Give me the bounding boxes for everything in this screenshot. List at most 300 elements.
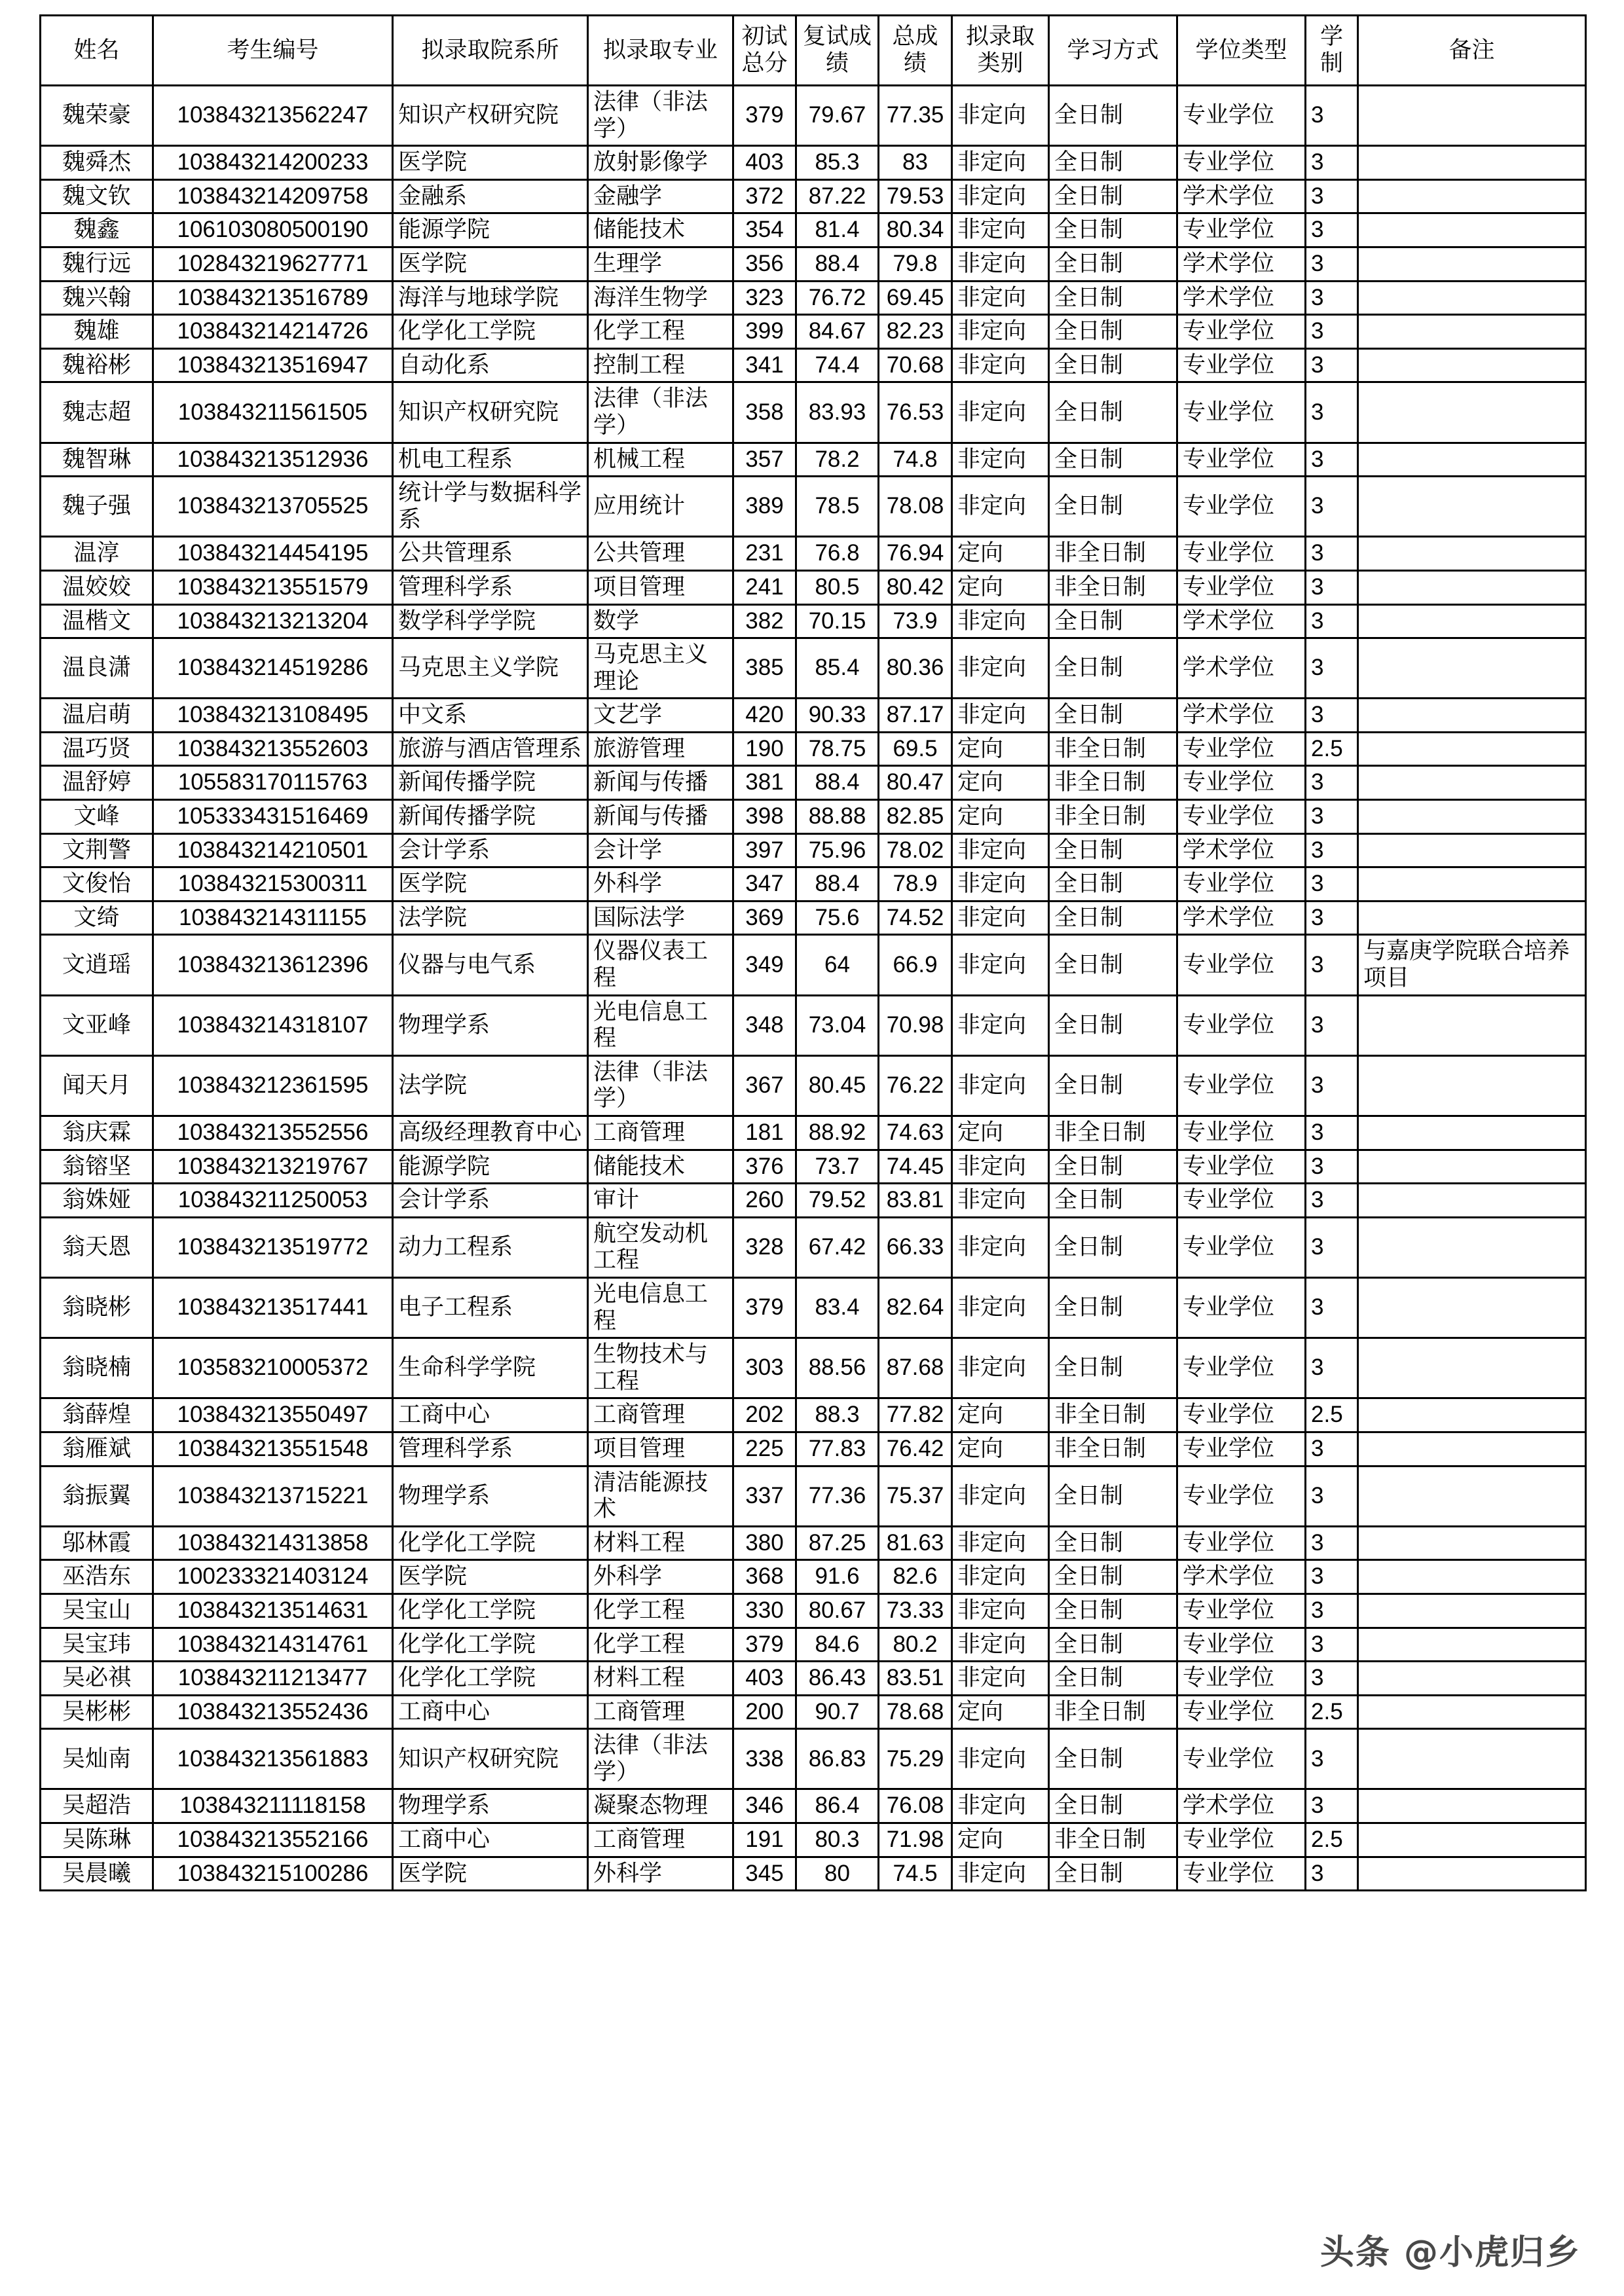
cell-years: 2.5 xyxy=(1306,732,1358,766)
cell-mode: 全日制 xyxy=(1049,477,1177,537)
cell-dept: 中文系 xyxy=(393,699,588,733)
cell-mode: 非全日制 xyxy=(1049,1116,1177,1150)
cell-dept: 物理学系 xyxy=(393,1789,588,1823)
cell-years: 3 xyxy=(1306,995,1358,1055)
cell-dept: 化学化工学院 xyxy=(393,1628,588,1662)
cell-category: 非定向 xyxy=(952,1594,1049,1628)
cell-first: 337 xyxy=(733,1466,796,1526)
cell-first: 323 xyxy=(733,281,796,315)
cell-name: 翁薛煌 xyxy=(41,1398,153,1432)
table-row xyxy=(41,901,1586,935)
cell-mode: 全日制 xyxy=(1049,1526,1177,1560)
cell-dept: 化学化工学院 xyxy=(393,1662,588,1696)
cell-category: 非定向 xyxy=(952,1789,1049,1823)
cell-retest: 74.4 xyxy=(796,348,879,382)
table-row xyxy=(41,1432,1586,1466)
cell-major: 数学 xyxy=(588,604,733,638)
cell-name: 翁镕坚 xyxy=(41,1150,153,1184)
cell-total: 70.98 xyxy=(879,995,952,1055)
cell-category: 非定向 xyxy=(952,901,1049,935)
cell-remark xyxy=(1358,1217,1586,1277)
cell-remark xyxy=(1358,1628,1586,1662)
table-row xyxy=(41,382,1586,443)
cell-major: 工商管理 xyxy=(588,1823,733,1857)
cell-id: 103843213705525 xyxy=(153,477,393,537)
cell-name: 文荆警 xyxy=(41,833,153,867)
cell-remark xyxy=(1358,995,1586,1055)
cell-years: 3 xyxy=(1306,1466,1358,1526)
cell-major: 控制工程 xyxy=(588,348,733,382)
cell-name: 吴必祺 xyxy=(41,1662,153,1696)
cell-degree: 专业学位 xyxy=(1177,86,1306,146)
cell-mode: 全日制 xyxy=(1049,833,1177,867)
cell-degree: 学术学位 xyxy=(1177,901,1306,935)
cell-years: 2.5 xyxy=(1306,1695,1358,1729)
table-row xyxy=(41,1662,1586,1696)
cell-id: 103843213519772 xyxy=(153,1217,393,1277)
column-header-retest: 复试成绩 xyxy=(796,16,879,86)
cell-retest: 84.6 xyxy=(796,1628,879,1662)
cell-id: 103843213514631 xyxy=(153,1594,393,1628)
cell-retest: 79.67 xyxy=(796,86,879,146)
cell-id: 103843213552166 xyxy=(153,1823,393,1857)
cell-years: 2.5 xyxy=(1306,1398,1358,1432)
cell-total: 76.08 xyxy=(879,1789,952,1823)
column-header-first: 初试总分 xyxy=(733,16,796,86)
cell-mode: 全日制 xyxy=(1049,1560,1177,1594)
cell-name: 温淳 xyxy=(41,537,153,571)
cell-years: 3 xyxy=(1306,281,1358,315)
cell-total: 78.08 xyxy=(879,477,952,537)
cell-major: 光电信息工程 xyxy=(588,1277,733,1338)
cell-years: 3 xyxy=(1306,348,1358,382)
cell-degree: 专业学位 xyxy=(1177,800,1306,834)
cell-id: 103843214519286 xyxy=(153,638,393,699)
cell-first: 379 xyxy=(733,86,796,146)
cell-dept: 医学院 xyxy=(393,247,588,281)
column-header-degree: 学位类型 xyxy=(1177,16,1306,86)
cell-remark xyxy=(1358,537,1586,571)
column-header-total: 总成绩 xyxy=(879,16,952,86)
cell-mode: 非全日制 xyxy=(1049,732,1177,766)
cell-degree: 专业学位 xyxy=(1177,348,1306,382)
cell-major: 法律（非法学） xyxy=(588,1055,733,1116)
column-header-name: 姓名 xyxy=(41,16,153,86)
table-row xyxy=(41,604,1586,638)
cell-total: 78.02 xyxy=(879,833,952,867)
cell-id: 103843211118158 xyxy=(153,1789,393,1823)
table-row xyxy=(41,1789,1586,1823)
table-row xyxy=(41,1594,1586,1628)
table-row xyxy=(41,477,1586,537)
cell-total: 75.37 xyxy=(879,1466,952,1526)
cell-degree: 专业学位 xyxy=(1177,995,1306,1055)
cell-retest: 91.6 xyxy=(796,1560,879,1594)
table-row xyxy=(41,315,1586,349)
cell-dept: 海洋与地球学院 xyxy=(393,281,588,315)
cell-remark xyxy=(1358,477,1586,537)
cell-name: 魏文钦 xyxy=(41,179,153,213)
cell-remark xyxy=(1358,867,1586,902)
cell-total: 76.42 xyxy=(879,1432,952,1466)
cell-dept: 工商中心 xyxy=(393,1398,588,1432)
cell-retest: 78.2 xyxy=(796,443,879,477)
cell-total: 74.45 xyxy=(879,1150,952,1184)
cell-mode: 全日制 xyxy=(1049,1055,1177,1116)
cell-years: 3 xyxy=(1306,833,1358,867)
table-row xyxy=(41,800,1586,834)
cell-mode: 全日制 xyxy=(1049,1729,1177,1789)
cell-total: 80.47 xyxy=(879,766,952,800)
cell-first: 356 xyxy=(733,247,796,281)
cell-first: 348 xyxy=(733,995,796,1055)
cell-name: 吴彬彬 xyxy=(41,1695,153,1729)
cell-name: 邬林霞 xyxy=(41,1526,153,1560)
cell-total: 80.2 xyxy=(879,1628,952,1662)
cell-degree: 专业学位 xyxy=(1177,1857,1306,1891)
cell-major: 航空发动机工程 xyxy=(588,1217,733,1277)
table-row xyxy=(41,1277,1586,1338)
cell-retest: 80 xyxy=(796,1857,879,1891)
cell-first: 330 xyxy=(733,1594,796,1628)
cell-retest: 88.4 xyxy=(796,867,879,902)
cell-id: 103843213552603 xyxy=(153,732,393,766)
cell-id: 106103080500190 xyxy=(153,213,393,247)
table-row xyxy=(41,1857,1586,1891)
cell-id: 103843211250053 xyxy=(153,1184,393,1218)
cell-total: 74.52 xyxy=(879,901,952,935)
cell-first: 398 xyxy=(733,800,796,834)
cell-category: 定向 xyxy=(952,766,1049,800)
cell-years: 3 xyxy=(1306,382,1358,443)
cell-mode: 全日制 xyxy=(1049,1594,1177,1628)
cell-remark xyxy=(1358,1857,1586,1891)
cell-total: 69.45 xyxy=(879,281,952,315)
cell-degree: 专业学位 xyxy=(1177,477,1306,537)
cell-remark xyxy=(1358,1277,1586,1338)
cell-retest: 88.88 xyxy=(796,800,879,834)
cell-first: 241 xyxy=(733,570,796,604)
cell-id: 103843213550497 xyxy=(153,1398,393,1432)
cell-total: 80.34 xyxy=(879,213,952,247)
cell-years: 3 xyxy=(1306,604,1358,638)
cell-major: 新闻与传播 xyxy=(588,766,733,800)
cell-major: 项目管理 xyxy=(588,570,733,604)
cell-major: 材料工程 xyxy=(588,1526,733,1560)
cell-dept: 化学化工学院 xyxy=(393,1594,588,1628)
table-row xyxy=(41,348,1586,382)
column-header-mode: 学习方式 xyxy=(1049,16,1177,86)
cell-dept: 动力工程系 xyxy=(393,1217,588,1277)
cell-category: 非定向 xyxy=(952,281,1049,315)
header-row xyxy=(41,16,1586,86)
cell-years: 3 xyxy=(1306,179,1358,213)
cell-years: 3 xyxy=(1306,867,1358,902)
cell-remark xyxy=(1358,901,1586,935)
cell-id: 103843211213477 xyxy=(153,1662,393,1696)
table-row xyxy=(41,732,1586,766)
cell-mode: 非全日制 xyxy=(1049,1823,1177,1857)
cell-major: 工商管理 xyxy=(588,1398,733,1432)
cell-retest: 80.67 xyxy=(796,1594,879,1628)
cell-mode: 全日制 xyxy=(1049,604,1177,638)
cell-category: 非定向 xyxy=(952,1729,1049,1789)
cell-mode: 全日制 xyxy=(1049,1150,1177,1184)
cell-total: 82.85 xyxy=(879,800,952,834)
cell-retest: 78.5 xyxy=(796,477,879,537)
table-row xyxy=(41,766,1586,800)
cell-mode: 非全日制 xyxy=(1049,800,1177,834)
cell-years: 3 xyxy=(1306,1432,1358,1466)
cell-id: 103843214209758 xyxy=(153,179,393,213)
cell-remark xyxy=(1358,179,1586,213)
cell-mode: 非全日制 xyxy=(1049,1695,1177,1729)
cell-id: 103843214210501 xyxy=(153,833,393,867)
cell-total: 66.9 xyxy=(879,935,952,995)
column-header-remark: 备注 xyxy=(1358,16,1586,86)
cell-major: 材料工程 xyxy=(588,1662,733,1696)
cell-major: 储能技术 xyxy=(588,213,733,247)
cell-remark xyxy=(1358,1526,1586,1560)
table-row xyxy=(41,1150,1586,1184)
cell-total: 87.17 xyxy=(879,699,952,733)
cell-major: 法律（非法学） xyxy=(588,1729,733,1789)
cell-dept: 金融系 xyxy=(393,179,588,213)
cell-first: 379 xyxy=(733,1628,796,1662)
cell-major: 清洁能源技术 xyxy=(588,1466,733,1526)
cell-category: 非定向 xyxy=(952,146,1049,180)
cell-name: 文绮 xyxy=(41,901,153,935)
cell-first: 260 xyxy=(733,1184,796,1218)
cell-category: 定向 xyxy=(952,1116,1049,1150)
cell-dept: 知识产权研究院 xyxy=(393,86,588,146)
cell-retest: 85.3 xyxy=(796,146,879,180)
cell-name: 文峰 xyxy=(41,800,153,834)
cell-major: 凝聚态物理 xyxy=(588,1789,733,1823)
cell-years: 3 xyxy=(1306,901,1358,935)
cell-major: 公共管理 xyxy=(588,537,733,571)
cell-name: 魏智琳 xyxy=(41,443,153,477)
cell-total: 74.5 xyxy=(879,1857,952,1891)
cell-mode: 全日制 xyxy=(1049,179,1177,213)
cell-first: 397 xyxy=(733,833,796,867)
cell-total: 79.8 xyxy=(879,247,952,281)
cell-first: 347 xyxy=(733,867,796,902)
cell-dept: 新闻传播学院 xyxy=(393,800,588,834)
cell-id: 103843213715221 xyxy=(153,1466,393,1526)
cell-total: 83 xyxy=(879,146,952,180)
table-row xyxy=(41,1466,1586,1526)
table-row xyxy=(41,213,1586,247)
cell-degree: 专业学位 xyxy=(1177,1466,1306,1526)
cell-retest: 84.67 xyxy=(796,315,879,349)
cell-dept: 法学院 xyxy=(393,901,588,935)
cell-retest: 90.7 xyxy=(796,1695,879,1729)
cell-degree: 专业学位 xyxy=(1177,1277,1306,1338)
cell-dept: 化学化工学院 xyxy=(393,315,588,349)
cell-first: 190 xyxy=(733,732,796,766)
cell-id: 103843213108495 xyxy=(153,699,393,733)
cell-mode: 非全日制 xyxy=(1049,1432,1177,1466)
cell-years: 3 xyxy=(1306,315,1358,349)
cell-dept: 医学院 xyxy=(393,1857,588,1891)
cell-category: 非定向 xyxy=(952,1560,1049,1594)
cell-category: 非定向 xyxy=(952,86,1049,146)
cell-first: 231 xyxy=(733,537,796,571)
cell-mode: 全日制 xyxy=(1049,1217,1177,1277)
cell-id: 105333431516469 xyxy=(153,800,393,834)
cell-major: 国际法学 xyxy=(588,901,733,935)
cell-mode: 全日制 xyxy=(1049,1277,1177,1338)
cell-name: 魏雄 xyxy=(41,315,153,349)
cell-name: 巫浩东 xyxy=(41,1560,153,1594)
cell-years: 3 xyxy=(1306,1560,1358,1594)
cell-remark xyxy=(1358,1184,1586,1218)
cell-years: 3 xyxy=(1306,766,1358,800)
cell-category: 非定向 xyxy=(952,867,1049,902)
cell-retest: 79.52 xyxy=(796,1184,879,1218)
cell-first: 368 xyxy=(733,1560,796,1594)
cell-total: 87.68 xyxy=(879,1338,952,1398)
cell-remark xyxy=(1358,1729,1586,1789)
table-row xyxy=(41,699,1586,733)
cell-category: 非定向 xyxy=(952,213,1049,247)
cell-major: 外科学 xyxy=(588,867,733,902)
cell-degree: 学术学位 xyxy=(1177,638,1306,699)
cell-major: 外科学 xyxy=(588,1857,733,1891)
cell-name: 翁晓彬 xyxy=(41,1277,153,1338)
cell-major: 仪器仪表工程 xyxy=(588,935,733,995)
cell-total: 70.68 xyxy=(879,348,952,382)
cell-dept: 化学化工学院 xyxy=(393,1526,588,1560)
cell-mode: 全日制 xyxy=(1049,146,1177,180)
table-row xyxy=(41,247,1586,281)
cell-first: 225 xyxy=(733,1432,796,1466)
cell-years: 3 xyxy=(1306,247,1358,281)
cell-years: 3 xyxy=(1306,800,1358,834)
cell-retest: 88.4 xyxy=(796,247,879,281)
cell-years: 3 xyxy=(1306,1662,1358,1696)
cell-retest: 86.83 xyxy=(796,1729,879,1789)
cell-degree: 专业学位 xyxy=(1177,867,1306,902)
cell-name: 文亚峰 xyxy=(41,995,153,1055)
cell-dept: 电子工程系 xyxy=(393,1277,588,1338)
table-row xyxy=(41,443,1586,477)
cell-dept: 管理科学系 xyxy=(393,1432,588,1466)
cell-years: 3 xyxy=(1306,1857,1358,1891)
cell-id: 103843215300311 xyxy=(153,867,393,902)
cell-mode: 全日制 xyxy=(1049,901,1177,935)
cell-first: 382 xyxy=(733,604,796,638)
column-header-years: 学制 xyxy=(1306,16,1358,86)
cell-retest: 67.42 xyxy=(796,1217,879,1277)
cell-years: 3 xyxy=(1306,1789,1358,1823)
cell-degree: 专业学位 xyxy=(1177,382,1306,443)
cell-id: 100233321403124 xyxy=(153,1560,393,1594)
cell-name: 翁姝娅 xyxy=(41,1184,153,1218)
cell-major: 会计学 xyxy=(588,833,733,867)
cell-category: 非定向 xyxy=(952,833,1049,867)
table-row xyxy=(41,1729,1586,1789)
cell-major: 化学工程 xyxy=(588,1594,733,1628)
cell-remark xyxy=(1358,382,1586,443)
cell-total: 71.98 xyxy=(879,1823,952,1857)
cell-retest: 75.6 xyxy=(796,901,879,935)
cell-retest: 80.5 xyxy=(796,570,879,604)
cell-first: 367 xyxy=(733,1055,796,1116)
cell-major: 工商管理 xyxy=(588,1695,733,1729)
cell-remark xyxy=(1358,699,1586,733)
cell-years: 3 xyxy=(1306,1150,1358,1184)
cell-degree: 专业学位 xyxy=(1177,443,1306,477)
cell-mode: 全日制 xyxy=(1049,348,1177,382)
cell-degree: 专业学位 xyxy=(1177,766,1306,800)
cell-retest: 76.72 xyxy=(796,281,879,315)
cell-remark xyxy=(1358,247,1586,281)
cell-major: 生物技术与工程 xyxy=(588,1338,733,1398)
table-row xyxy=(41,1217,1586,1277)
cell-remark xyxy=(1358,1150,1586,1184)
cell-major: 审计 xyxy=(588,1184,733,1218)
cell-remark xyxy=(1358,1560,1586,1594)
cell-id: 103843213612396 xyxy=(153,935,393,995)
cell-mode: 全日制 xyxy=(1049,1466,1177,1526)
cell-degree: 专业学位 xyxy=(1177,213,1306,247)
cell-degree: 专业学位 xyxy=(1177,1184,1306,1218)
cell-mode: 非全日制 xyxy=(1049,537,1177,571)
cell-retest: 73.04 xyxy=(796,995,879,1055)
cell-name: 吴超浩 xyxy=(41,1789,153,1823)
cell-first: 403 xyxy=(733,146,796,180)
cell-first: 385 xyxy=(733,638,796,699)
cell-name: 翁庆霖 xyxy=(41,1116,153,1150)
cell-remark xyxy=(1358,570,1586,604)
cell-dept: 公共管理系 xyxy=(393,537,588,571)
cell-remark xyxy=(1358,213,1586,247)
cell-first: 345 xyxy=(733,1857,796,1891)
cell-retest: 87.25 xyxy=(796,1526,879,1560)
column-header-major: 拟录取专业 xyxy=(588,16,733,86)
cell-major: 化学工程 xyxy=(588,315,733,349)
cell-major: 海洋生物学 xyxy=(588,281,733,315)
cell-total: 76.53 xyxy=(879,382,952,443)
cell-total: 82.23 xyxy=(879,315,952,349)
table-row xyxy=(41,1823,1586,1857)
cell-id: 103843213219767 xyxy=(153,1150,393,1184)
cell-remark xyxy=(1358,443,1586,477)
cell-total: 66.33 xyxy=(879,1217,952,1277)
cell-mode: 全日制 xyxy=(1049,1662,1177,1696)
table-header xyxy=(41,16,1586,86)
cell-remark: 与嘉庚学院联合培养项目 xyxy=(1358,935,1586,995)
cell-category: 定向 xyxy=(952,800,1049,834)
cell-years: 3 xyxy=(1306,1277,1358,1338)
cell-major: 储能技术 xyxy=(588,1150,733,1184)
cell-first: 202 xyxy=(733,1398,796,1432)
cell-major: 项目管理 xyxy=(588,1432,733,1466)
table-row xyxy=(41,1184,1586,1218)
cell-degree: 专业学位 xyxy=(1177,1823,1306,1857)
cell-degree: 学术学位 xyxy=(1177,247,1306,281)
cell-id: 103843213516947 xyxy=(153,348,393,382)
cell-remark xyxy=(1358,315,1586,349)
cell-degree: 专业学位 xyxy=(1177,1055,1306,1116)
cell-degree: 专业学位 xyxy=(1177,1662,1306,1696)
cell-years: 3 xyxy=(1306,935,1358,995)
cell-name: 魏鑫 xyxy=(41,213,153,247)
cell-name: 温舒婷 xyxy=(41,766,153,800)
cell-degree: 学术学位 xyxy=(1177,604,1306,638)
